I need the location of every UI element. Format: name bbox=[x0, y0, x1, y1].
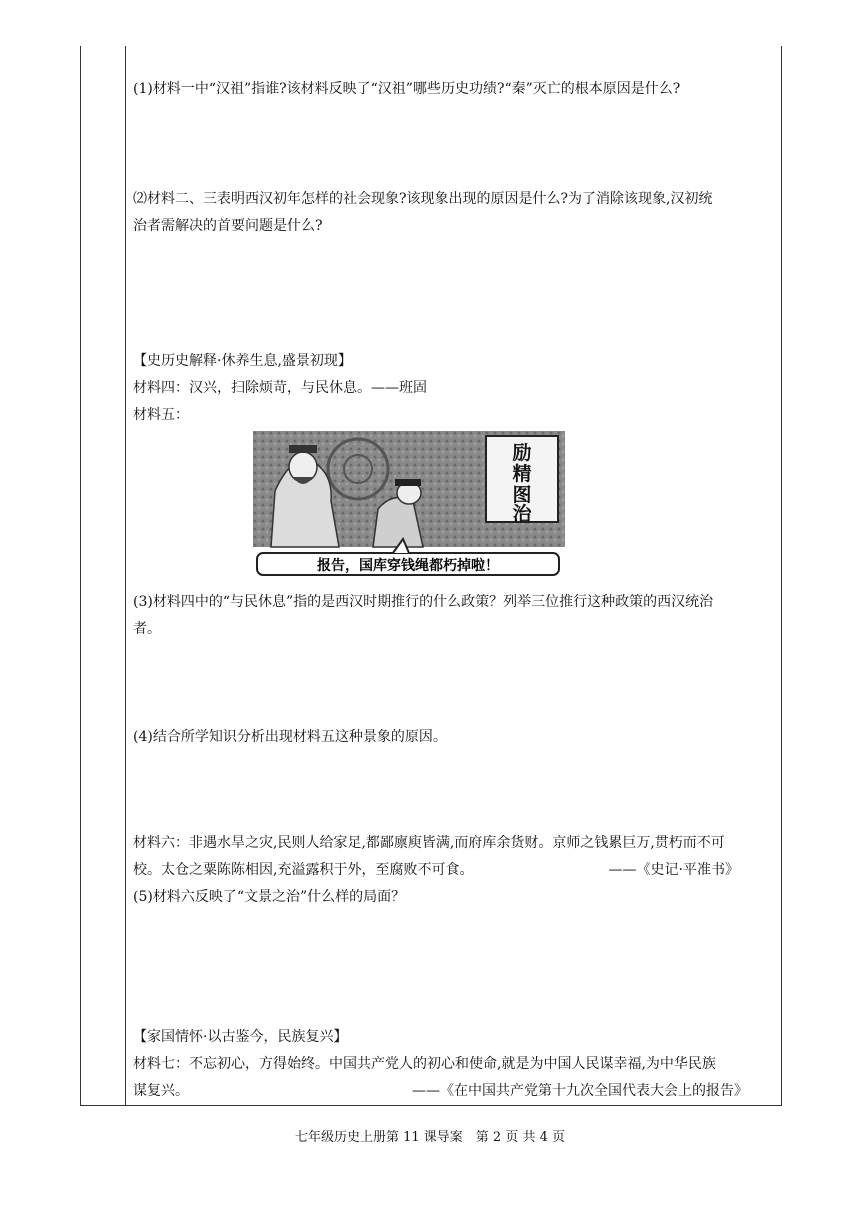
material-5-label: 材料五： bbox=[133, 407, 189, 423]
sign-text-1: 励 bbox=[512, 442, 532, 464]
question-2-line-2: 治者需解决的首要问题是什么? bbox=[133, 218, 323, 234]
material-7-line-2 bbox=[133, 1078, 748, 1105]
question-2-line-1: ⑵材料二、三表明西汉初年怎样的社会现象?该现象出现的原因是什么?为了消除该现象,汉初统 bbox=[133, 191, 713, 207]
material-7-text: 谋复兴。 bbox=[133, 1083, 189, 1099]
image-caption: 报告，国库穿钱绳都朽掉啦！ bbox=[317, 558, 499, 574]
material-6-line-1: 材料六：非遇水旱之灾,民则人给家足,都鄙廪庾皆满,而府库余货财。京师之钱累巨万,贯朽而不可 bbox=[133, 835, 725, 851]
sign-text-4: 治 bbox=[512, 503, 532, 525]
column-divider bbox=[125, 46, 126, 1105]
question-2 bbox=[133, 186, 773, 240]
material-6-source: ——《史记·平准书》 bbox=[608, 862, 739, 878]
question-4 bbox=[133, 724, 773, 751]
material-6-text: 校。太仓之粟陈陈相因,充溢露积于外，至腐败不可食。 bbox=[133, 862, 474, 878]
section-history-explanation bbox=[133, 348, 773, 429]
sign-text-3: 图 bbox=[512, 484, 532, 506]
material-6-line-2 bbox=[133, 857, 739, 884]
question-3-line-2: 者。 bbox=[133, 621, 161, 637]
question-4-text: (4)结合所学知识分析出现材料五这种景象的原因。 bbox=[133, 729, 447, 745]
material-6 bbox=[133, 830, 773, 911]
material-4: 材料四：汉兴，扫除烦苛，与民休息。——班固 bbox=[133, 380, 427, 396]
question-5-text: (5)材料六反映了“文景之治”什么样的局面？ bbox=[133, 889, 406, 905]
section-heading: 【史历史解释·休养生息,盛景初现】 bbox=[133, 353, 352, 369]
sign-text-2: 精 bbox=[512, 463, 532, 485]
material-7-line-1: 材料七：不忘初心，方得始终。中国共产党人的初心和使命,就是为中国人民谋幸福,为中华民族 bbox=[133, 1056, 716, 1072]
section-heading-2: 【家国情怀·以古鉴今，民族复兴】 bbox=[133, 1029, 348, 1045]
question-3-line-1: (3)材料四中的“与民休息”指的是西汉时期推行的什么政策？列举三位推行这种政策的西汉统治 bbox=[133, 594, 714, 610]
section-patriotism bbox=[133, 1024, 773, 1105]
page-footer: 七年级历史上册第 11 课导案 第 2 页 共 4 页 bbox=[294, 1130, 565, 1145]
cartoon-image bbox=[253, 431, 565, 578]
question-3 bbox=[133, 589, 773, 643]
question-1 bbox=[133, 76, 773, 103]
material-7-source: ——《在中国共产党第十九次全国代表大会上的报告》 bbox=[412, 1083, 748, 1099]
question-1-text: (1)材料一中“汉祖”指谁?该材料反映了“汉祖”哪些历史功绩?“秦”灭亡的根本原因是什么? bbox=[133, 81, 681, 97]
